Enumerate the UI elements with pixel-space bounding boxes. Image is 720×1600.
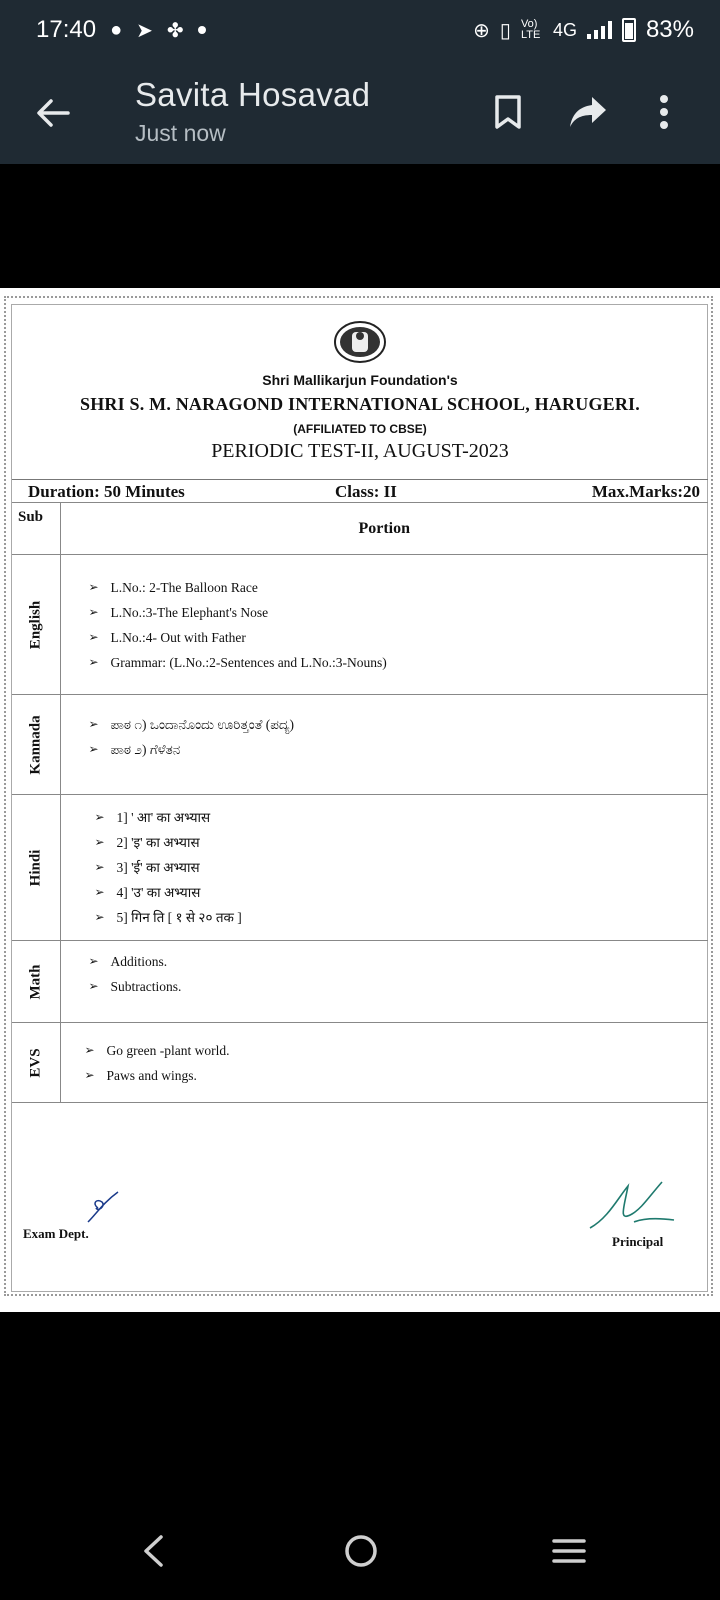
more-notifications-icon <box>198 26 206 34</box>
sub-header: Sub <box>12 503 60 555</box>
list-item: ➢ Subtractions. <box>89 974 709 999</box>
subject-row-kannada <box>12 695 708 795</box>
chat-bubble-icon: ● <box>110 18 123 41</box>
list-item: ➢ L.No.: 2-The Balloon Race <box>89 575 709 600</box>
overflow-menu-button[interactable] <box>642 90 686 134</box>
back-arrow-icon[interactable] <box>34 94 72 132</box>
nav-home-button[interactable] <box>336 1526 386 1576</box>
forward-arrow-icon <box>568 95 608 129</box>
sender-info <box>135 76 370 147</box>
message-time: Just now <box>135 120 226 146</box>
subject-row-hindi <box>12 795 708 941</box>
network-type: 4G <box>552 19 577 40</box>
list-item: ➢ Paws and wings. <box>85 1063 709 1088</box>
battery-icon <box>622 18 636 42</box>
nav-back-icon <box>141 1534 165 1568</box>
vibrate-icon: ▯ <box>499 19 511 42</box>
data-saver-icon: ⊕ <box>473 19 490 42</box>
list-item: ➢ Go green -plant world. <box>85 1038 709 1063</box>
test-title: PERIODIC TEST-II, AUGUST-2023 <box>211 440 509 462</box>
duration: Duration: 50 Minutes <box>28 482 185 501</box>
school-logo <box>334 320 386 364</box>
list-item: ➢ ಪಾಠ ೨) ಗೆಳೆತನ <box>89 737 709 762</box>
subject-hindi: Hindi <box>27 849 44 886</box>
signal-icon <box>587 21 612 39</box>
app-grid-icon: ✤ <box>166 19 184 42</box>
portion-header: Portion <box>60 503 708 555</box>
forward-button[interactable] <box>566 90 610 134</box>
nav-recents-icon <box>552 1537 586 1565</box>
list-item: ➢ Additions. <box>89 949 709 974</box>
bookmark-icon <box>493 94 523 130</box>
list-item: ➢ 1] ' आ' का अभ्यास <box>95 805 709 830</box>
exam-meta-row <box>12 479 708 501</box>
subject-row-evs <box>12 1023 708 1103</box>
subject-row-english <box>12 555 708 695</box>
subject-math: Math <box>27 964 44 999</box>
volte-icon: Vo) LTE <box>520 18 541 41</box>
media-viewer-toolbar <box>0 60 720 164</box>
portion-table <box>12 502 708 1103</box>
more-vert-icon <box>659 95 669 129</box>
subject-row-math <box>12 941 708 1023</box>
status-time: 17:40 <box>36 16 97 43</box>
list-item: ➢ L.No.:4- Out with Father <box>89 625 709 650</box>
class: Class: II <box>335 482 397 501</box>
nav-home-icon <box>344 1534 378 1568</box>
list-item: ➢ ಪಾಠ ೧) ಒಂದಾನೊಂದು ಊರಿತ್ತಂತೆ (ಪದ್ಯ) <box>89 712 709 737</box>
nav-recents-button[interactable] <box>544 1526 594 1576</box>
system-nav-bar <box>0 1500 720 1600</box>
document-image[interactable] <box>0 288 720 1312</box>
principal-label: Principal <box>612 1234 664 1249</box>
list-item: ➢ Grammar: (L.No.:2-Sentences and L.No.:3-Nouns) <box>89 650 709 675</box>
foundation-name: Shri Mallikarjun Foundation's <box>262 372 458 388</box>
affiliation: (AFFILIATED TO CBSE) <box>293 422 427 436</box>
status-bar <box>0 0 720 60</box>
exam-dept-label: Exam Dept. <box>23 1226 89 1241</box>
nav-back-button[interactable] <box>128 1526 178 1576</box>
table-header-row <box>12 503 708 555</box>
principal-signature <box>588 1178 678 1238</box>
list-item: ➢ 5] गिन ति [ १ से २० तक ] <box>95 905 709 930</box>
subject-kannada: Kannada <box>27 714 44 775</box>
list-item: ➢ 4] 'उ' का अभ्यास <box>95 880 709 905</box>
battery-level: 83% <box>645 16 694 43</box>
list-item: ➢ 2] 'इ' का अभ्यास <box>95 830 709 855</box>
subject-english: English <box>27 600 44 649</box>
exam-dept-signature <box>84 1188 124 1228</box>
list-item: ➢ 3] 'ई' का अभ्यास <box>95 855 709 880</box>
bookmark-button[interactable] <box>486 90 530 134</box>
telegram-icon: ➤ <box>136 19 153 42</box>
list-item: ➢ L.No.:3-The Elephant's Nose <box>89 600 709 625</box>
max-marks: Max.Marks:20 <box>591 482 700 501</box>
sender-name: Savita Hosavad <box>135 76 371 113</box>
subject-evs: EVS <box>27 1047 44 1078</box>
school-name: SHRI S. M. NARAGOND INTERNATIONAL SCHOOL, HARUGERI. <box>80 394 640 414</box>
